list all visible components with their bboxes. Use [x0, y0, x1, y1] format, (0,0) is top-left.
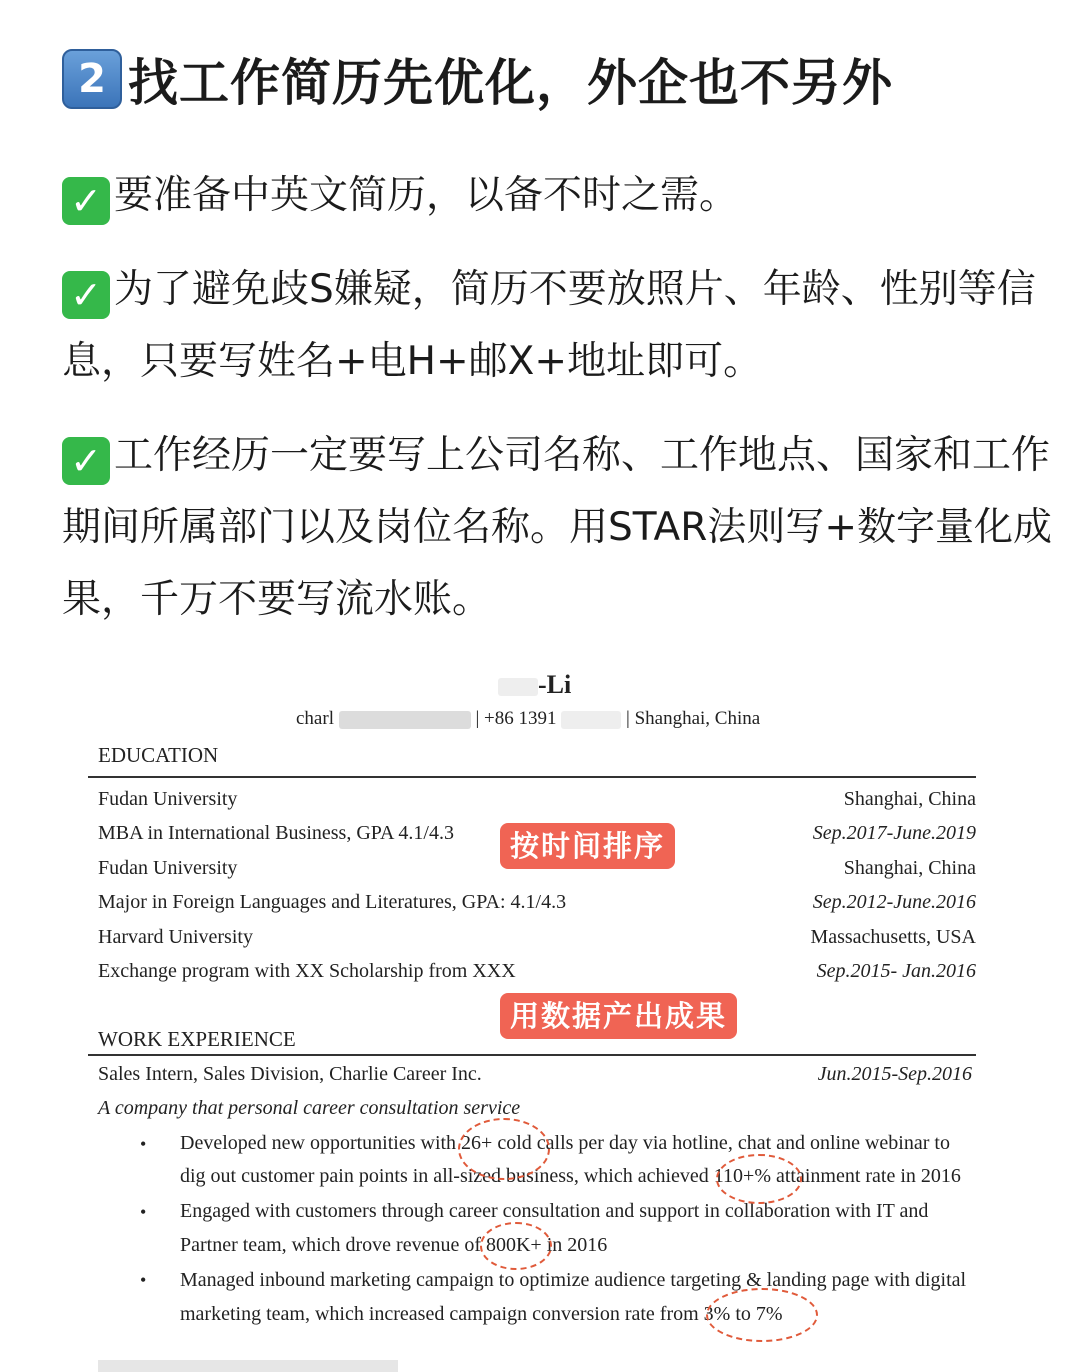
- edu-degree: MBA in International Business, GPA 4.1/4.3: [98, 822, 454, 844]
- edu-location: Shanghai, China: [843, 857, 976, 879]
- edu-degree: Major in Foreign Languages and Literatures, GPA: 4.1/4.3: [98, 891, 567, 913]
- work-heading: WORK EXPERIENCE: [98, 1027, 296, 1051]
- bullet-icon: •: [140, 1134, 147, 1154]
- bullet-line: Developed new opportunities with 26+ cold calls per day via hotline, chat and online webinar to: [180, 1132, 950, 1154]
- tip-1: [62, 160, 1052, 232]
- education-heading: EDUCATION: [98, 743, 219, 767]
- edu-school: Fudan University: [98, 788, 238, 810]
- edu-school: Harvard University: [98, 926, 253, 948]
- company-description: A company that personal career consultation service: [98, 1097, 521, 1119]
- annotation-tag-time: 按时间排序: [500, 823, 675, 869]
- number-badge: 2: [62, 49, 122, 109]
- checkmark-icon: ✓: [62, 177, 110, 225]
- edu-dates: Sep.2012-June.2016: [812, 891, 976, 913]
- edu-location: Shanghai, China: [843, 788, 976, 810]
- highlight-oval-110-percent: [716, 1154, 802, 1204]
- highlight-oval-800k: [480, 1222, 552, 1270]
- resume-sample: [0, 660, 1080, 1372]
- checkmark-icon: ✓: [62, 437, 110, 485]
- bullet-line: Partner team, which drove revenue of 800K+ in 2016: [180, 1234, 608, 1256]
- job-dates: Jun.2015-Sep.2016: [817, 1063, 972, 1085]
- redacted-block: [498, 678, 538, 696]
- annotation-tag-data: 用数据产出成果: [500, 993, 737, 1039]
- tip-text: 要准备中英文简历，以备不时之需。: [114, 173, 739, 218]
- tip-2: [62, 254, 1052, 398]
- resume-contact: charl | +86 1391 | Shanghai, China: [296, 708, 761, 729]
- edu-dates: Sep.2015- Jan.2016: [816, 960, 976, 982]
- highlight-oval-3-to-7: [706, 1288, 818, 1342]
- bullet-line: dig out customer pain points in all-sized business, which achieved 110+% attainment rate in 2016: [180, 1165, 961, 1187]
- redacted-phone: [561, 711, 621, 729]
- bullet-icon: •: [140, 1270, 147, 1290]
- title-text: 找工作简历先优化，外企也不另外: [128, 54, 893, 112]
- highlight-oval-26-calls: [458, 1118, 550, 1180]
- edu-degree: Exchange program with XX Scholarship from XXX: [98, 960, 516, 982]
- bullet-icon: •: [140, 1202, 147, 1222]
- tip-3: [62, 420, 1052, 636]
- redacted-email: [339, 711, 471, 729]
- cutoff-line: [98, 1360, 398, 1372]
- job-title: Sales Intern, Sales Division, Charlie Career Inc.: [98, 1063, 482, 1085]
- bullet-line: Managed inbound marketing campaign to optimize audience targeting & landing page with digital: [180, 1269, 967, 1291]
- edu-school: Fudan University: [98, 857, 238, 879]
- bullet-line: Engaged with customers through career consultation and support in collaboration with IT and: [180, 1200, 929, 1222]
- section-divider: [88, 776, 976, 778]
- tip-text: 工作经历一定要写上公司名称、工作地点、国家和工作期间所属部门以及岗位名称。用STAR法则写+数字量化成果，千万不要写流水账。: [62, 433, 1053, 622]
- page-title: [62, 42, 893, 116]
- section-divider: [88, 1054, 976, 1056]
- checkmark-icon: ✓: [62, 271, 110, 319]
- bullet-line: marketing team, which increased campaign conversion rate from 3% to 7%: [180, 1303, 783, 1325]
- resume-name: -Li: [498, 670, 571, 700]
- edu-location: Massachusetts, USA: [810, 926, 976, 948]
- edu-dates: Sep.2017-June.2019: [812, 822, 976, 844]
- tip-text: 为了避免歧S嫌疑，简历不要放照片、年龄、性别等信息，只要写姓名+电H+邮X+地址即可。: [62, 267, 1036, 384]
